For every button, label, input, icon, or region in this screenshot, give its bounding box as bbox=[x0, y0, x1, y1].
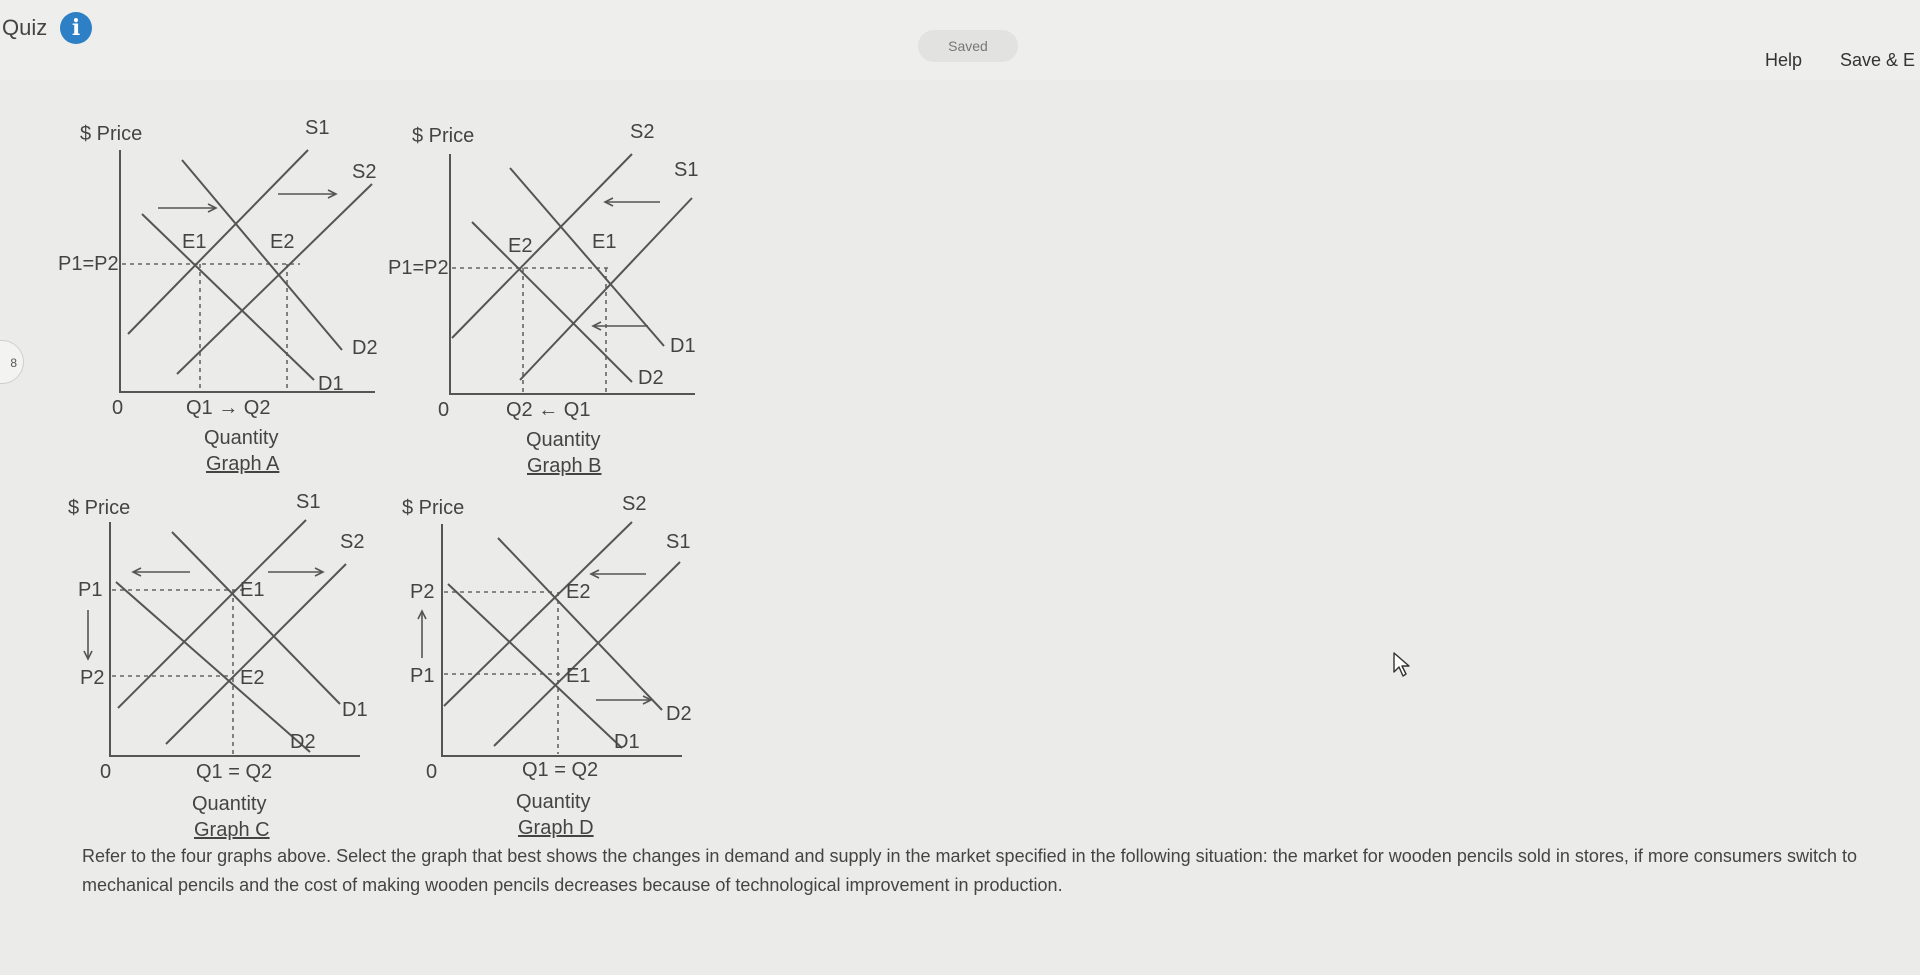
curve-label: S1 bbox=[666, 531, 691, 553]
quiz-title: Quiz bbox=[2, 15, 48, 40]
price-tick-label: P1 bbox=[410, 665, 435, 687]
curve-label: S2 bbox=[340, 531, 365, 553]
help-button[interactable]: Help bbox=[1765, 50, 1803, 70]
equilibrium-label: E1 bbox=[240, 579, 265, 601]
curve-label: S1 bbox=[296, 491, 321, 513]
origin-label: 0 bbox=[100, 761, 112, 783]
quantity-tick-label: Q1 = Q2 bbox=[196, 761, 273, 783]
info-icon[interactable]: i bbox=[60, 12, 92, 44]
origin-label: 0 bbox=[438, 399, 450, 421]
quantity-axis-label: Quantity bbox=[516, 791, 591, 813]
curve-label: D2 bbox=[638, 367, 664, 389]
graph-label: Graph D bbox=[518, 817, 594, 839]
equilibrium-label: E1 bbox=[592, 231, 617, 253]
saved-status-badge: Saved bbox=[918, 30, 1018, 62]
curve-label: S2 bbox=[352, 161, 377, 183]
question-nav-tab[interactable]: 8 bbox=[0, 340, 24, 384]
quantity-tick-label: Q1 = Q2 bbox=[522, 759, 599, 781]
axes bbox=[110, 522, 360, 756]
origin-label: 0 bbox=[426, 761, 438, 783]
curve-label: D2 bbox=[290, 731, 316, 753]
curve-label: D2 bbox=[666, 703, 692, 725]
curve-label: D1 bbox=[670, 335, 696, 357]
axes bbox=[450, 154, 695, 394]
curve-label: D1 bbox=[318, 373, 344, 395]
price-axis-label: $ Price bbox=[68, 497, 131, 519]
price-tick-label: P1=P2 bbox=[58, 253, 119, 275]
s1-curve bbox=[520, 198, 692, 380]
curve-label: D1 bbox=[342, 699, 368, 721]
curve-label: S1 bbox=[305, 117, 330, 139]
price-tick-label: P1=P2 bbox=[388, 257, 449, 279]
quantity-axis-label: Quantity bbox=[192, 793, 267, 815]
price-tick-label: P1 bbox=[78, 579, 103, 601]
curve-label: D1 bbox=[614, 731, 640, 753]
mouse-pointer-icon bbox=[1393, 652, 1411, 678]
s2-curve bbox=[177, 184, 372, 374]
equilibrium-label: E1 bbox=[182, 231, 207, 253]
graph-a bbox=[50, 112, 390, 482]
price-axis-label: $ Price bbox=[80, 123, 143, 145]
price-tick-label: P2 bbox=[410, 581, 435, 603]
price-tick-label: P2 bbox=[80, 667, 105, 689]
price-axis-label: $ Price bbox=[412, 125, 475, 147]
quantity-tick-label: Q1 → Q2 bbox=[186, 397, 271, 419]
d1-curve bbox=[448, 584, 622, 748]
equilibrium-label: E2 bbox=[508, 235, 533, 257]
equilibrium-label: E2 bbox=[240, 667, 265, 689]
question-text: Refer to the four graphs above. Select the graph that best shows the changes in demand and supply in the market specified in the following situation: the market for wooden pencils sold in stores, if more consumers switch to mechanical pencils and the cost of making wooden pencils decreases because of technological improvement in production. bbox=[82, 846, 1857, 895]
s2-curve bbox=[118, 520, 306, 708]
origin-label: 0 bbox=[112, 397, 124, 419]
price-axis-label: $ Price bbox=[402, 497, 465, 519]
graph-label: Graph C bbox=[194, 819, 270, 841]
curve-label: S2 bbox=[622, 493, 647, 515]
equilibrium-label: E1 bbox=[566, 665, 591, 687]
graph-label: Graph A bbox=[206, 453, 280, 475]
graph-label: Graph B bbox=[527, 455, 602, 477]
equilibrium-label: E2 bbox=[566, 581, 591, 603]
save-exit-button[interactable]: Save & E bbox=[1840, 50, 1916, 70]
curve-label: S1 bbox=[674, 159, 699, 181]
s2-curve bbox=[444, 522, 632, 706]
curve-label: S2 bbox=[630, 121, 655, 143]
d2-curve bbox=[116, 582, 310, 752]
quantity-tick-label: Q2 ← Q1 bbox=[506, 399, 591, 421]
equilibrium-label: E2 bbox=[270, 231, 295, 253]
graph-c bbox=[48, 486, 388, 856]
axes bbox=[120, 150, 375, 392]
graph-d bbox=[370, 486, 710, 856]
quantity-axis-label: Quantity bbox=[204, 427, 279, 449]
d1-curve bbox=[510, 168, 664, 346]
quantity-axis-label: Quantity bbox=[526, 429, 601, 451]
graph-b bbox=[370, 112, 710, 482]
curve-label: D2 bbox=[352, 337, 378, 359]
axes bbox=[442, 524, 682, 756]
